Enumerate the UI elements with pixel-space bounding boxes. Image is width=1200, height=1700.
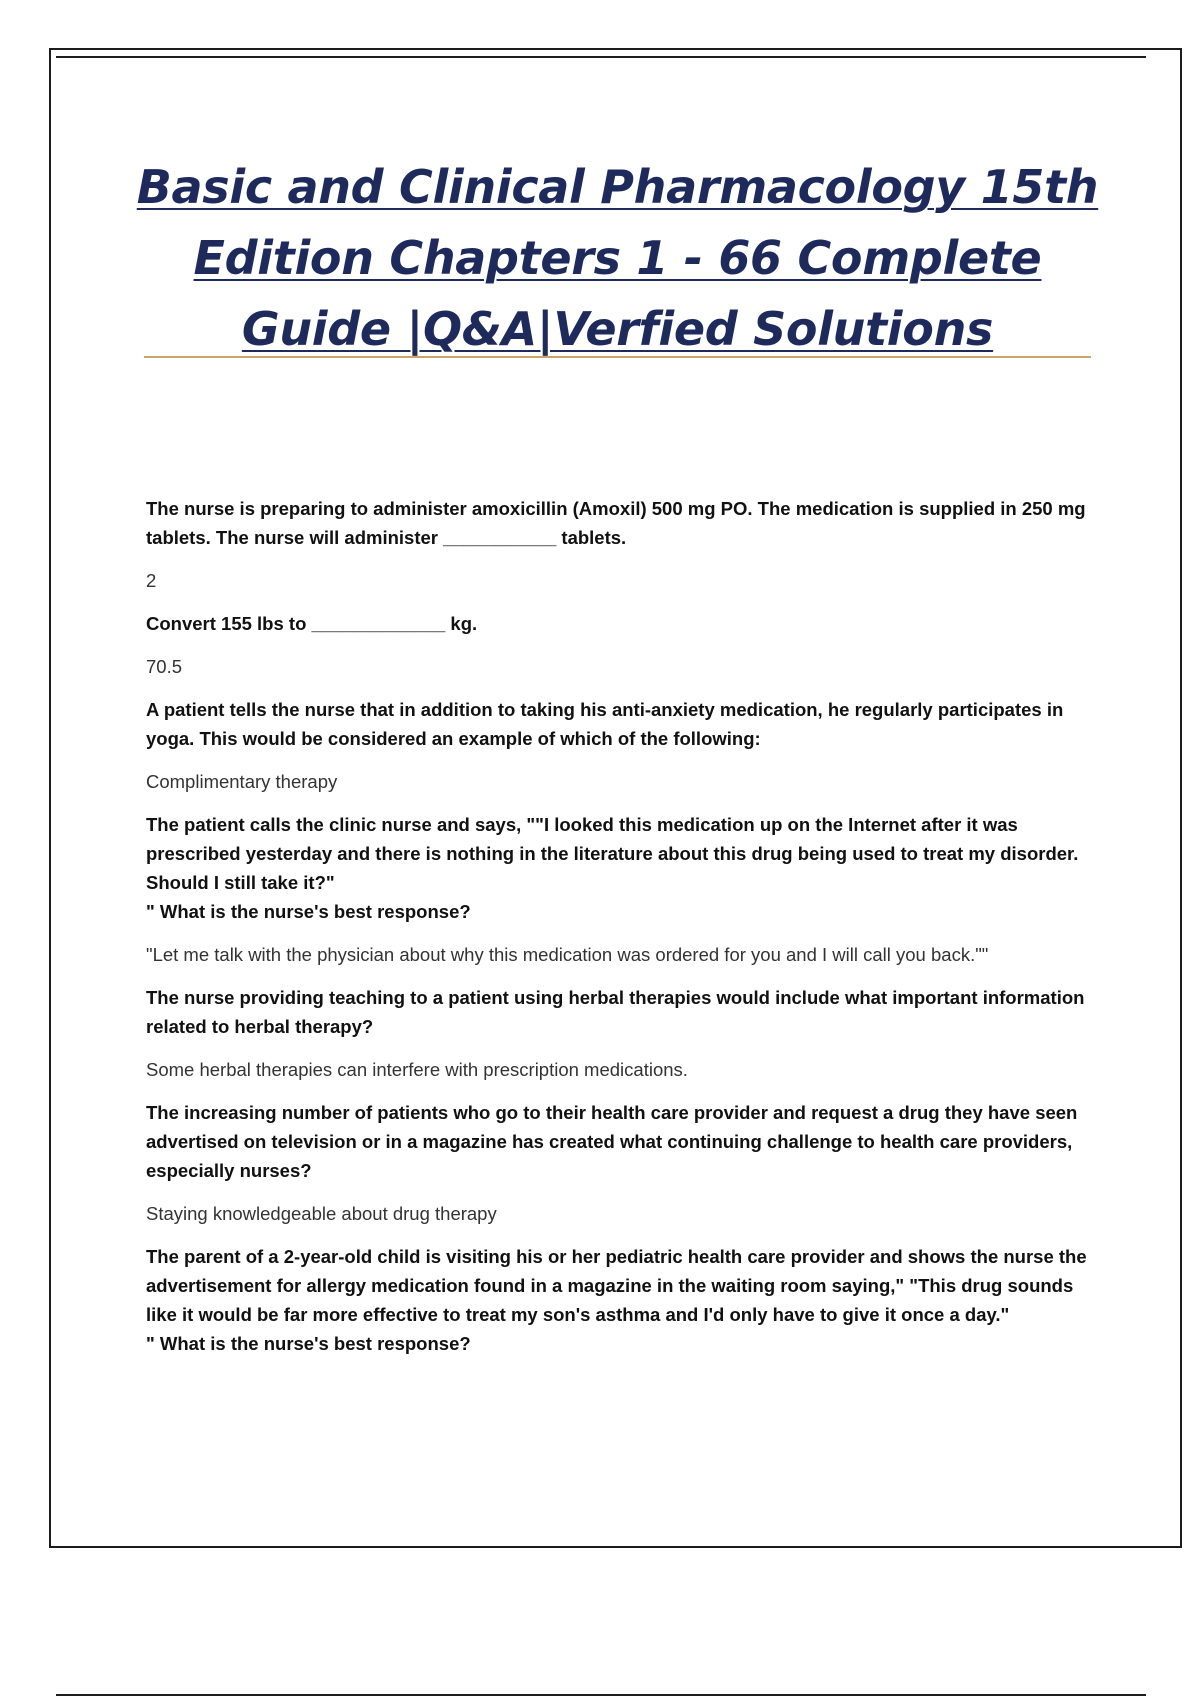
question-text: Convert 155 lbs to _____________ kg. [146, 613, 478, 634]
answer-text: 2 [146, 570, 157, 591]
document-title [120, 152, 1115, 365]
answer-text: 70.5 [146, 656, 183, 677]
question-text: The increasing number of patients who go to their health care provider and request a drug they have seen advertised on television or in a magazine has created what continuing challenge to health care providers, especially nurses? [146, 1102, 1078, 1181]
qa-list [146, 494, 1096, 1372]
title-line-1: Basic and Clinical Pharmacology 15th [136, 160, 1099, 214]
question-text: The patient calls the clinic nurse and says, ""I looked this medication up on the Internet after it was prescribed yesterday and there is nothing in the literature about this drug being used to treat my disorder. Should I still take it?" " What is the nurse's best response? [146, 814, 1079, 922]
qa-item-2 [146, 609, 1096, 681]
qa-item-7 [146, 1242, 1096, 1358]
answer-text: Staying knowledgeable about drug therapy [146, 1203, 497, 1224]
title-divider [144, 356, 1091, 358]
question-text: The nurse providing teaching to a patient using herbal therapies would include what important information related to herbal therapy? [146, 987, 1085, 1037]
qa-item-5 [146, 983, 1096, 1084]
question-text: The parent of a 2-year-old child is visiting his or her pediatric health care provider and shows the nurse the advertisement for allergy medication found in a magazine in the waiting room saying," "This drug sounds like it would be far more effective to treat my son's asthma and I'd only have to give it once a day." " What is the nurse's best response? [146, 1246, 1087, 1354]
answer-text: Some herbal therapies can interfere with prescription medications. [146, 1059, 688, 1080]
qa-item-6 [146, 1098, 1096, 1228]
answer-text: "Let me talk with the physician about why this medication was ordered for you and I will call you back."" [146, 944, 989, 965]
question-text: A patient tells the nurse that in addition to taking his anti-anxiety medication, he regularly participates in yoga. This would be considered an example of which of the following: [146, 699, 1064, 749]
bottom-rule [56, 1694, 1146, 1696]
title-line-2: Edition Chapters 1 - 66 Complete [193, 231, 1042, 285]
qa-item-1 [146, 494, 1096, 595]
qa-item-4 [146, 810, 1096, 969]
qa-item-3 [146, 695, 1096, 796]
question-text: The nurse is preparing to administer amoxicillin (Amoxil) 500 mg PO. The medication is supplied in 250 mg tablets. The nurse will administer ___________ tablets. [146, 498, 1086, 548]
answer-text: Complimentary therapy [146, 771, 338, 792]
title-line-3: Guide |Q&A|Verfied Solutions [241, 302, 994, 356]
